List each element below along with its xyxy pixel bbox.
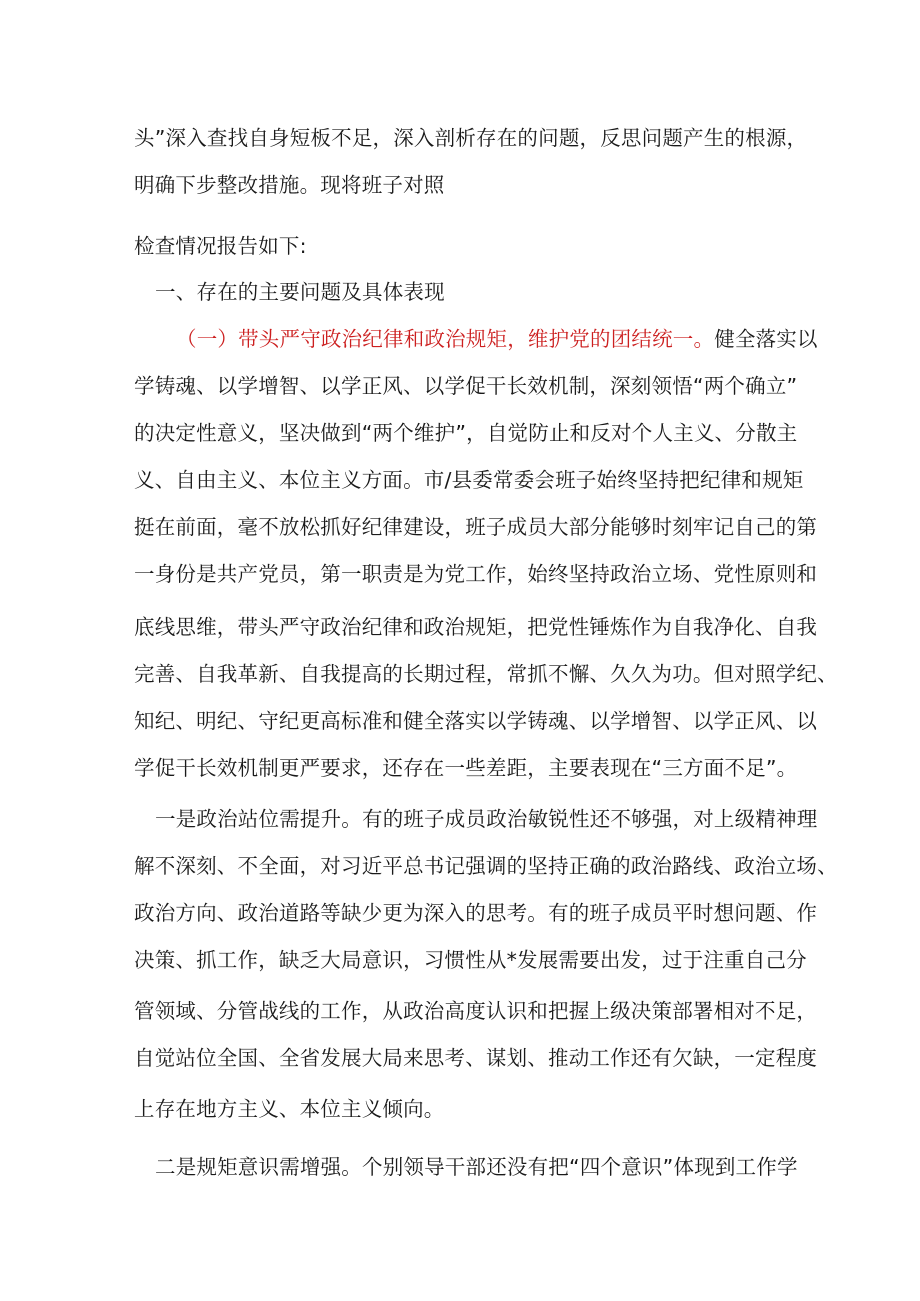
point-two-line-1: 二是规矩意识需增强。个别领导干部还没有把“四个意识”体现到工作学 — [155, 1155, 798, 1179]
subsection-line-1 — [176, 322, 818, 356]
subsection-line-5: 挺在前面，毫不放松抓好纪律建设，班子成员大部分能够时刻牢记自己的第 — [134, 515, 818, 539]
subsection-line-2: 学铸魂、以学增智、以学正风、以学促干长效机制，深刻领悟“两个确立” — [134, 374, 798, 398]
point-one-line-3: 政治方向、政治道路等缺少更为深入的思考。有的班子成员平时想问题、作 — [134, 901, 818, 925]
subsection-title: （一）带头严守政治纪律和政治规矩，维护党的团结统一。 — [176, 327, 715, 351]
intro-line-1: 头”深入查找自身短板不足，深入剖析存在的问题，反思问题产生的根源， — [134, 126, 808, 150]
subsection-line-4: 义、自由主义、本位主义方面。市/县委常委会班子始终坚持把纪律和规矩 — [134, 468, 804, 492]
point-one-line-4: 决策、抓工作，缺乏大局意识，习惯性从*发展需要出发，过于注重自己分 — [134, 948, 807, 972]
subsection-line-9: 知纪、明纪、守纪更高标准和健全落实以学铸魂、以学增智、以学正风、以 — [134, 709, 818, 733]
subsection-text-start: 健全落实以 — [714, 327, 818, 351]
subsection-line-6: 一身份是共产党员，第一职责是为党工作，始终坚持政治立场、党性原则和 — [134, 562, 818, 586]
point-one-line-5: 管领域、分管战线的工作，从政治高度认识和把握上级决策部署相对不足， — [134, 999, 818, 1023]
intro-line-2: 明确下步整改措施。现将班子对照 — [134, 173, 445, 197]
subsection-line-7: 底线思维，带头严守政治纪律和政治规矩，把党性锤炼作为自我净化、自我 — [134, 615, 818, 639]
point-one-line-6: 自觉站位全国、全省发展大局来思考、谋划、推动工作还有欠缺，一定程度 — [134, 1046, 818, 1070]
point-one-line-2: 解不深刻、不全面，对习近平总书记强调的坚持正确的政治路线、政治立场、 — [134, 854, 838, 878]
subsection-line-8: 完善、自我革新、自我提高的长期过程，常抓不懈、久久为功。但对照学纪、 — [134, 662, 838, 686]
section-heading: 一、存在的主要问题及具体表现 — [155, 280, 445, 304]
subsection-line-3: 的决定性意义，坚决做到“两个维护”，自觉防止和反对个人主义、分散主 — [134, 421, 798, 445]
point-one-line-1: 一是政治站位需提升。有的班子成员政治敏锐性还不够强，对上级精神理 — [155, 807, 818, 831]
subsection-line-10: 学促干长效机制更严要求，还存在一些差距，主要表现在“三方面不足”。 — [134, 756, 798, 780]
intro-line-3: 检查情况报告如下: — [134, 234, 307, 258]
point-one-line-7: 上存在地方主义、本位主义倾向。 — [134, 1097, 445, 1121]
